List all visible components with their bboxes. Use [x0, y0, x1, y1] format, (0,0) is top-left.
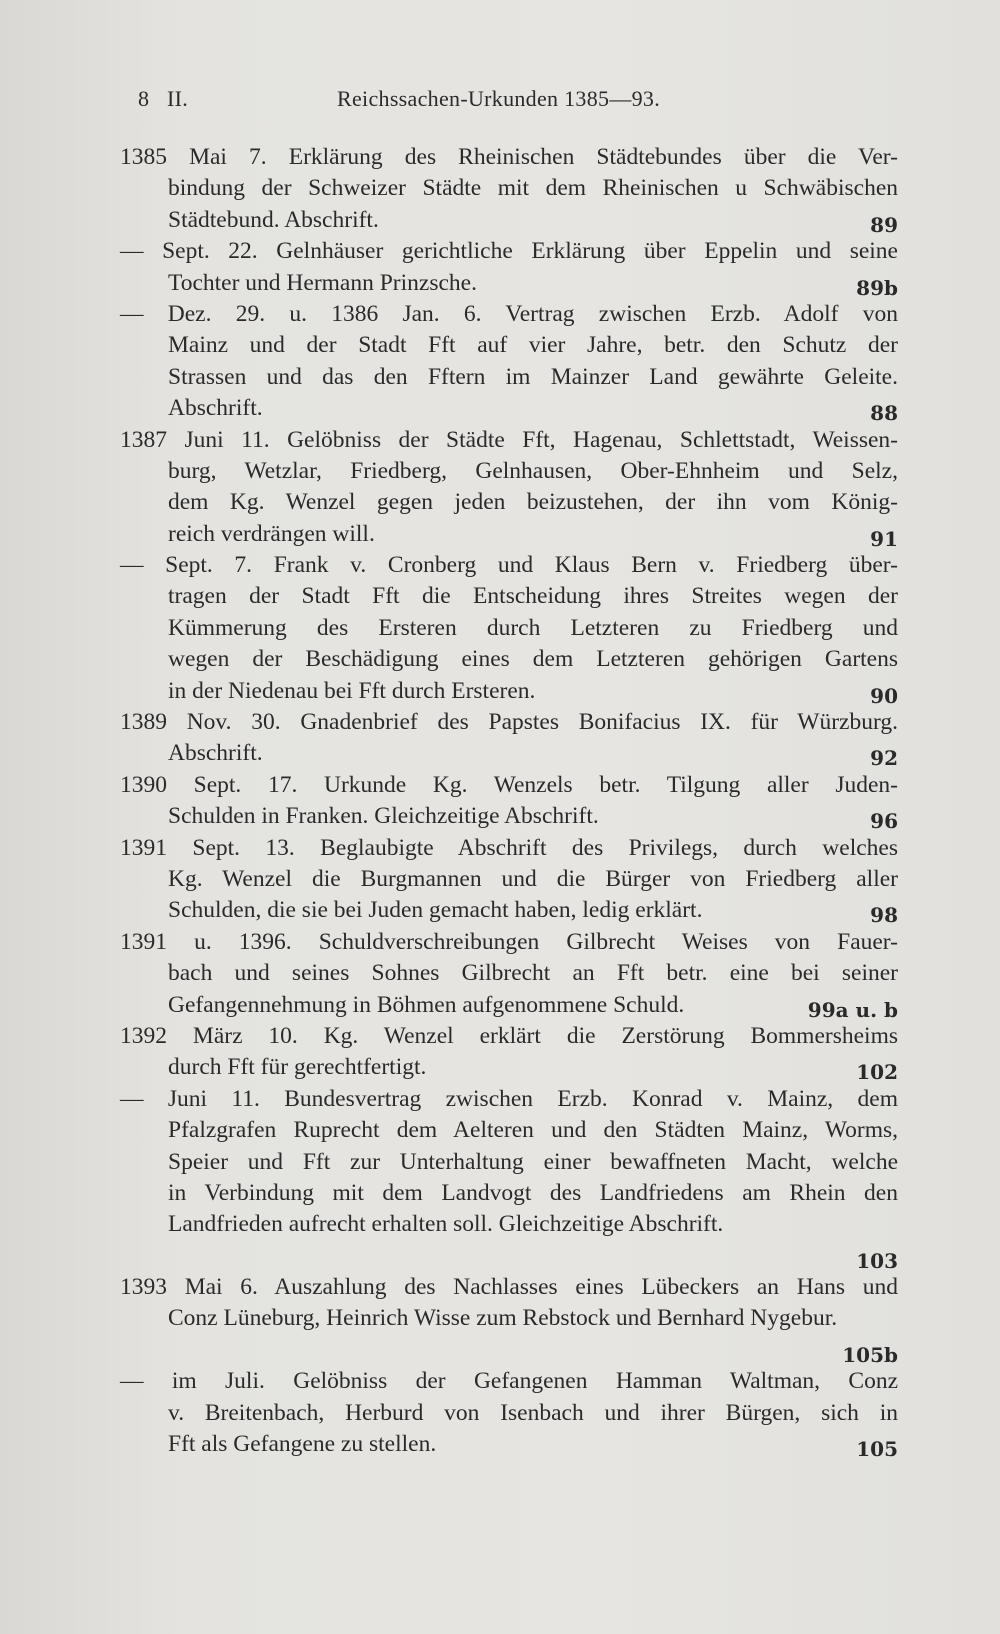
entry-line: — Sept. 22. Gelnhäuser gerichtliche Erklärung über Eppelin und seine: [120, 238, 898, 265]
reference-number: 90: [870, 683, 898, 708]
entry-line: in der Niedenau bei Fft durch Ersteren.: [168, 677, 536, 704]
register-entry: [120, 236, 898, 299]
entry-line: reich verdrängen will.: [168, 520, 375, 547]
section-label: II.: [167, 86, 189, 111]
reference-number: 89: [870, 212, 898, 237]
entry-line: — Dez. 29. u. 1386 Jan. 6. Vertrag zwischen Erzb. Adolf von: [120, 300, 898, 327]
entry-line: Speier und Fft zur Unterhaltung einer bewaffneten Macht, welche: [168, 1148, 898, 1175]
entry-line: durch Fft für gerechtfertigt.: [168, 1054, 427, 1081]
register-entry: [120, 1366, 898, 1460]
reference-number: 96: [870, 809, 898, 834]
register-entry: [120, 833, 898, 927]
entry-line: 1389 Nov. 30. Gnadenbrief des Papstes Bonifacius IX. für Würzburg.: [120, 709, 898, 736]
entry-line: 1391 u. 1396. Schuldverschreibungen Gilbrecht Weises von Fauer-: [120, 928, 898, 955]
entry-line: v. Breitenbach, Herburd von Isenbach und ihrer Bürgen, sich in: [168, 1399, 898, 1426]
entry-line: Kümmerung des Ersteren durch Letzteren zu Friedberg und: [168, 614, 898, 641]
entry-line: 1387 Juni 11. Gelöbniss der Städte Fft, Hagenau, Schlettstadt, Weissen-: [120, 426, 898, 453]
running-title: Reichssachen-Urkunden 1385—93.: [337, 86, 661, 111]
register-entry: [120, 425, 898, 551]
entry-line: 1391 Sept. 13. Beglaubigte Abschrift des Privilegs, durch welches: [120, 834, 898, 861]
register-entry: [120, 1021, 898, 1084]
entry-line: 1393 Mai 6. Auszahlung des Nachlasses eines Lübeckers an Hans und: [120, 1274, 898, 1301]
entry-line: tragen der Stadt Fft die Entscheidung ihres Streites wegen der: [168, 583, 898, 610]
entry-line: 1392 März 10. Kg. Wenzel erklärt die Zerstörung Bommersheims: [120, 1022, 898, 1049]
register-entry: [120, 927, 898, 1021]
entry-line: Conz Lüneburg, Heinrich Wisse zum Rebstock und Bernhard Nygebur.: [168, 1305, 838, 1332]
entry-line: Tochter und Hermann Prinzsche.: [168, 269, 477, 296]
reference-number: 92: [870, 746, 898, 771]
entry-line: Kg. Wenzel die Burgmannen und die Bürger von Friedberg aller: [168, 865, 898, 892]
reference-number: 105: [856, 1437, 898, 1462]
entry-line: Abschrift.: [168, 740, 263, 767]
register-entry: [120, 1272, 898, 1366]
entry-line: — Juni 11. Bundesvertrag zwischen Erzb. Konrad v. Mainz, dem: [120, 1085, 898, 1112]
entry-line: burg, Wetzlar, Friedberg, Gelnhausen, Ober-Ehnheim und Selz,: [168, 457, 898, 484]
register-entry: [120, 1084, 898, 1272]
reference-number: 103: [856, 1248, 898, 1273]
entry-line: Abschrift.: [168, 395, 263, 422]
entry-spacer: [120, 1335, 898, 1366]
entry-list: [120, 142, 898, 1460]
entry-line: Gefangennehmung in Böhmen aufgenommene Schuld.: [168, 991, 685, 1018]
entry-line: Strassen und das den Fftern im Mainzer Land gewährte Geleite.: [168, 363, 898, 390]
register-entry: [120, 299, 898, 425]
page-number: 8: [138, 86, 150, 111]
entry-line: wegen der Beschädigung eines dem Letzteren gehörigen Gartens: [168, 646, 898, 673]
reference-number: 105b: [842, 1342, 898, 1367]
entry-line: dem Kg. Wenzel gegen jeden beizustehen, der ihn vom König-: [168, 489, 898, 516]
entry-line: Schulden in Franken. Gleichzeitige Abschrift.: [168, 803, 599, 830]
reference-number: 99a u. b: [807, 997, 898, 1022]
register-entry: [120, 707, 898, 770]
entry-line: Landfrieden aufrecht erhalten soll. Gleichzeitige Abschrift.: [168, 1211, 724, 1238]
entry-line: Städtebund. Abschrift.: [168, 206, 379, 233]
register-entry: [120, 770, 898, 833]
entry-line: 1385 Mai 7. Erklärung des Rheinischen Städtebundes über die Ver-: [120, 144, 898, 170]
reference-number: 91: [870, 526, 898, 551]
entry-line: in Verbindung mit dem Landvogt des Landfriedens am Rhein den: [168, 1179, 898, 1206]
entry-line: Schulden, die sie bei Juden gemacht haben, ledig erklärt.: [168, 897, 703, 924]
entry-line: 1390 Sept. 17. Urkunde Kg. Wenzels betr. Tilgung aller Juden-: [120, 771, 898, 798]
reference-number: 89b: [856, 275, 898, 300]
entry-line: Mainz und der Stadt Fft auf vier Jahre, betr. den Schutz der: [168, 332, 898, 359]
reference-number: 88: [870, 401, 898, 426]
register-entry: [120, 550, 898, 707]
reference-number: 102: [856, 1060, 898, 1085]
register-entry: [120, 142, 898, 236]
entry-line: — Sept. 7. Frank v. Cronberg und Klaus Bern v. Friedberg über-: [120, 552, 898, 579]
entry-line: bindung der Schweizer Städte mit dem Rheinischen u Schwäbischen: [168, 175, 898, 202]
reference-number: 98: [870, 903, 898, 928]
entry-line: bach und seines Sohnes Gilbrecht an Fft betr. eine bei seiner: [168, 960, 898, 987]
entry-line: — im Juli. Gelöbniss der Gefangenen Hamman Waltman, Conz: [120, 1368, 898, 1395]
entry-spacer: [120, 1241, 898, 1272]
entry-line: Pfalzgrafen Ruprecht dem Aelteren und den Städten Mainz, Worms,: [168, 1117, 898, 1144]
entry-line: Fft als Gefangene zu stellen.: [168, 1431, 437, 1458]
